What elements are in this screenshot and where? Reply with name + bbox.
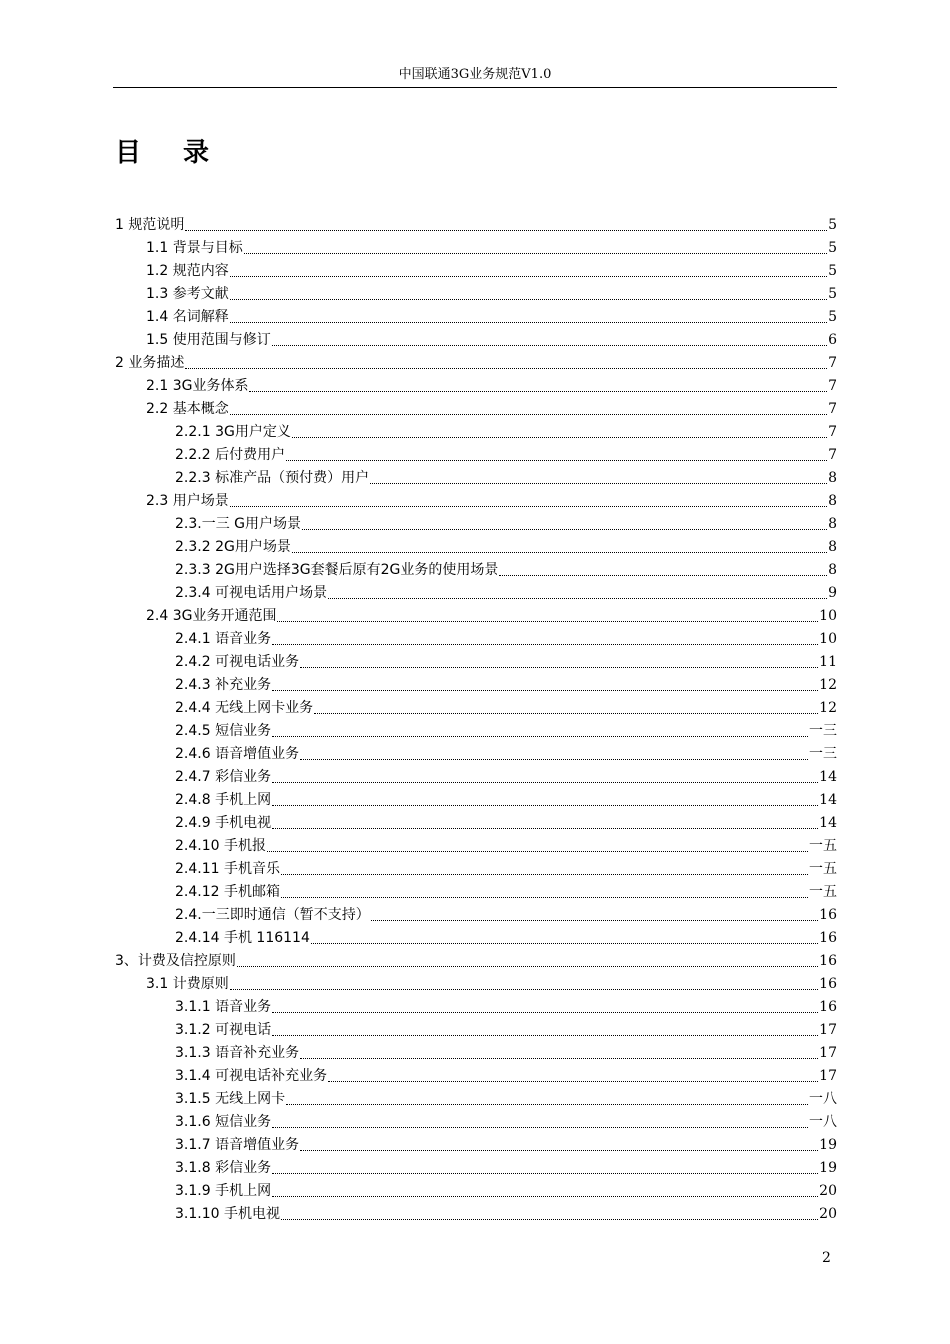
toc-entry-label: 2.3.2 2G用户场景 xyxy=(175,539,291,555)
toc-entry-page: 11 xyxy=(819,654,837,670)
toc-dot-leader xyxy=(300,1058,818,1059)
toc-entry-page: 8 xyxy=(828,516,837,532)
toc-entry-page: 7 xyxy=(828,447,837,463)
toc-entry-page: 19 xyxy=(819,1160,837,1176)
toc-entry-label: 2.4.1 语音业务 xyxy=(175,631,272,647)
toc-entry-page: 20 xyxy=(819,1206,837,1222)
toc-entry-label: 2.4.6 语音增值业务 xyxy=(175,746,300,762)
toc-entry-page: 16 xyxy=(819,999,837,1015)
toc-entry-page: 5 xyxy=(828,309,837,325)
toc-entry-label: 2.3.4 可视电话用户场景 xyxy=(175,585,328,601)
toc-entry-label: 2.4.11 手机音乐 xyxy=(175,861,280,877)
toc-entry-page: 10 xyxy=(819,608,837,624)
toc-entry-label: 2.4 3G业务开通范围 xyxy=(146,608,277,624)
toc-entry[interactable] xyxy=(115,534,837,557)
toc-entry-label: 3.1.6 短信业务 xyxy=(175,1114,272,1130)
toc-dot-leader xyxy=(292,552,827,553)
toc-dot-leader xyxy=(300,667,818,668)
toc-entry-page: 一五 xyxy=(809,838,837,854)
page-number: 2 xyxy=(822,1250,831,1266)
toc-entry[interactable] xyxy=(115,695,837,718)
toc-entry-page: 12 xyxy=(819,700,837,716)
toc-entry-label: 1.4 名词解释 xyxy=(146,309,229,325)
toc-entry[interactable] xyxy=(115,1040,837,1063)
toc-entry-label: 2.4.4 无线上网卡业务 xyxy=(175,700,314,716)
toc-dot-leader xyxy=(230,299,827,300)
toc-dot-leader xyxy=(272,1035,818,1036)
toc-dot-leader xyxy=(272,1012,818,1013)
toc-entry[interactable] xyxy=(115,488,837,511)
toc-dot-leader xyxy=(272,345,827,346)
toc-dot-leader xyxy=(311,943,818,944)
toc-entry-page: 14 xyxy=(819,815,837,831)
toc-entry-label: 2.2.3 标准产品（预付费）用户 xyxy=(175,470,370,486)
toc-entry[interactable] xyxy=(115,419,837,442)
toc-entry-label: 2.4.9 手机电视 xyxy=(175,815,272,831)
toc-dot-leader xyxy=(370,483,827,484)
toc-dot-leader xyxy=(281,897,808,898)
toc-entry[interactable] xyxy=(115,1086,837,1109)
toc-entry-page: 一八 xyxy=(809,1091,837,1107)
toc-entry[interactable] xyxy=(115,304,837,327)
toc-dot-leader xyxy=(230,989,818,990)
toc-entry-label: 3、计费及信控原则 xyxy=(115,953,236,969)
toc-entry-page: 16 xyxy=(819,953,837,969)
toc-entry-label: 1.3 参考文献 xyxy=(146,286,229,302)
toc-dot-leader xyxy=(272,1173,818,1174)
toc-entry[interactable] xyxy=(115,1132,837,1155)
toc-entry[interactable] xyxy=(115,1155,837,1178)
toc-entry-label: 2.1 3G业务体系 xyxy=(146,378,249,394)
toc-dot-leader xyxy=(272,736,808,737)
toc-entry[interactable] xyxy=(115,281,837,304)
toc-entry[interactable] xyxy=(115,925,837,948)
toc-entry-page: 7 xyxy=(828,401,837,417)
toc-entry-label: 3.1.4 可视电话补充业务 xyxy=(175,1068,328,1084)
header-rule xyxy=(113,87,837,88)
toc-entry-page: 8 xyxy=(828,562,837,578)
toc-entry-label: 1.2 规范内容 xyxy=(146,263,229,279)
toc-entry-label: 2.2.1 3G用户定义 xyxy=(175,424,291,440)
toc-entry[interactable] xyxy=(115,994,837,1017)
toc-entry-page: 一三 xyxy=(809,746,837,762)
toc-entry-label: 3.1.8 彩信业务 xyxy=(175,1160,272,1176)
toc-entry[interactable] xyxy=(115,948,837,971)
toc-entry[interactable] xyxy=(115,1201,837,1224)
toc-entry-label: 2.4.5 短信业务 xyxy=(175,723,272,739)
table-of-contents xyxy=(115,212,837,1224)
toc-entry[interactable] xyxy=(115,672,837,695)
toc-entry-page: 17 xyxy=(819,1068,837,1084)
toc-entry[interactable] xyxy=(115,971,837,994)
toc-dot-leader xyxy=(272,782,818,783)
toc-entry-label: 3.1.2 可视电话 xyxy=(175,1022,272,1038)
toc-entry[interactable] xyxy=(115,396,837,419)
toc-entry-page: 10 xyxy=(819,631,837,647)
toc-dot-leader xyxy=(286,460,827,461)
toc-entry-label: 3.1.9 手机上网 xyxy=(175,1183,272,1199)
toc-entry-page: 14 xyxy=(819,792,837,808)
toc-entry-page: 16 xyxy=(819,907,837,923)
toc-dot-leader xyxy=(244,253,827,254)
toc-entry-page: 8 xyxy=(828,539,837,555)
toc-entry-page: 5 xyxy=(828,240,837,256)
toc-entry-label: 1.5 使用范围与修订 xyxy=(146,332,271,348)
toc-entry-page: 8 xyxy=(828,493,837,509)
toc-entry-label: 3.1 计费原则 xyxy=(146,976,229,992)
toc-entry-label: 3.1.1 语音业务 xyxy=(175,999,272,1015)
toc-entry-label: 2.4.一三即时通信（暂不支持） xyxy=(175,907,370,923)
toc-entry-page: 5 xyxy=(828,286,837,302)
toc-entry-label: 2.2.2 后付费用户 xyxy=(175,447,286,463)
toc-entry[interactable] xyxy=(115,879,837,902)
toc-entry-label: 2.3 用户场景 xyxy=(146,493,229,509)
toc-entry[interactable] xyxy=(115,833,837,856)
toc-entry-page: 一五 xyxy=(809,884,837,900)
toc-entry-label: 2.2 基本概念 xyxy=(146,401,229,417)
toc-entry-label: 3.1.3 语音补充业务 xyxy=(175,1045,300,1061)
toc-entry[interactable] xyxy=(115,1178,837,1201)
toc-entry-label: 2.4.8 手机上网 xyxy=(175,792,272,808)
toc-entry[interactable] xyxy=(115,442,837,465)
toc-entry-page: 7 xyxy=(828,424,837,440)
toc-entry-page: 一八 xyxy=(809,1114,837,1130)
toc-entry-label: 2.4.10 手机报 xyxy=(175,838,266,854)
toc-entry-label: 2.3.3 2G用户选择3G套餐后原有2G业务的使用场景 xyxy=(175,562,499,578)
toc-entry-page: 一五 xyxy=(809,861,837,877)
toc-entry[interactable] xyxy=(115,373,837,396)
toc-entry-label: 2.4.14 手机 116114 xyxy=(175,930,310,946)
toc-dot-leader xyxy=(328,1081,818,1082)
toc-entry[interactable] xyxy=(115,810,837,833)
toc-entry[interactable] xyxy=(115,764,837,787)
toc-entry-label: 2.3.一三 G用户场景 xyxy=(175,516,302,532)
toc-entry[interactable] xyxy=(115,787,837,810)
toc-entry[interactable] xyxy=(115,258,837,281)
toc-entry-label: 1 规范说明 xyxy=(115,217,185,233)
toc-entry-page: 8 xyxy=(828,470,837,486)
toc-entry-page: 20 xyxy=(819,1183,837,1199)
toc-entry[interactable] xyxy=(115,580,837,603)
toc-entry-page: 5 xyxy=(828,263,837,279)
toc-entry-label: 1.1 背景与目标 xyxy=(146,240,243,256)
toc-entry-label: 2.4.2 可视电话业务 xyxy=(175,654,300,670)
toc-dot-leader xyxy=(499,575,827,576)
toc-entry-page: 5 xyxy=(828,217,837,233)
toc-dot-leader xyxy=(267,851,808,852)
toc-dot-leader xyxy=(272,644,818,645)
toc-dot-leader xyxy=(272,805,818,806)
toc-entry-label: 2 业务描述 xyxy=(115,355,185,371)
toc-entry-page: 19 xyxy=(819,1137,837,1153)
toc-entry[interactable] xyxy=(115,465,837,488)
toc-dot-leader xyxy=(272,828,818,829)
toc-entry-page: 17 xyxy=(819,1022,837,1038)
toc-entry[interactable] xyxy=(115,718,837,741)
toc-dot-leader xyxy=(230,414,827,415)
toc-dot-leader xyxy=(185,230,827,231)
toc-entry-label: 3.1.10 手机电视 xyxy=(175,1206,280,1222)
toc-entry-label: 3.1.5 无线上网卡 xyxy=(175,1091,286,1107)
toc-entry-page: 16 xyxy=(819,930,837,946)
toc-entry[interactable] xyxy=(115,649,837,672)
toc-dot-leader xyxy=(185,368,827,369)
toc-dot-leader xyxy=(328,598,827,599)
toc-title: 目录 xyxy=(115,138,252,168)
toc-entry-label: 2.4.12 手机邮箱 xyxy=(175,884,280,900)
toc-entry-label: 2.4.3 补充业务 xyxy=(175,677,272,693)
toc-dot-leader xyxy=(281,874,808,875)
toc-dot-leader xyxy=(300,759,808,760)
toc-dot-leader xyxy=(292,437,827,438)
toc-dot-leader xyxy=(277,621,818,622)
toc-entry-page: 7 xyxy=(828,355,837,371)
toc-entry[interactable] xyxy=(115,1017,837,1040)
toc-dot-leader xyxy=(237,966,818,967)
toc-dot-leader xyxy=(230,276,827,277)
toc-entry[interactable] xyxy=(115,1063,837,1086)
toc-entry[interactable] xyxy=(115,902,837,925)
toc-entry-page: 17 xyxy=(819,1045,837,1061)
toc-entry-page: 一三 xyxy=(809,723,837,739)
toc-entry-page: 12 xyxy=(819,677,837,693)
running-header: 中国联通3G业务规范V1.0 xyxy=(398,67,552,82)
toc-dot-leader xyxy=(272,1127,808,1128)
toc-dot-leader xyxy=(371,920,818,921)
toc-entry-label: 2.4.7 彩信业务 xyxy=(175,769,272,785)
toc-entry[interactable] xyxy=(115,626,837,649)
toc-entry[interactable] xyxy=(115,235,837,258)
toc-dot-leader xyxy=(272,690,818,691)
toc-entry-page: 7 xyxy=(828,378,837,394)
toc-entry-label: 3.1.7 语音增值业务 xyxy=(175,1137,300,1153)
toc-entry[interactable] xyxy=(115,327,837,350)
toc-entry[interactable] xyxy=(115,212,837,235)
toc-dot-leader xyxy=(281,1219,818,1220)
toc-entry-page: 6 xyxy=(828,332,837,348)
toc-dot-leader xyxy=(249,391,827,392)
toc-entry[interactable] xyxy=(115,511,837,534)
toc-entry[interactable] xyxy=(115,603,837,626)
toc-entry[interactable] xyxy=(115,856,837,879)
toc-dot-leader xyxy=(300,1150,818,1151)
toc-dot-leader xyxy=(286,1104,808,1105)
toc-dot-leader xyxy=(230,506,827,507)
toc-entry[interactable] xyxy=(115,1109,837,1132)
toc-entry-page: 14 xyxy=(819,769,837,785)
toc-entry[interactable] xyxy=(115,350,837,373)
toc-entry[interactable] xyxy=(115,741,837,764)
toc-dot-leader xyxy=(314,713,818,714)
toc-dot-leader xyxy=(302,529,827,530)
toc-dot-leader xyxy=(272,1196,818,1197)
toc-entry-page: 16 xyxy=(819,976,837,992)
toc-entry-page: 9 xyxy=(828,585,837,601)
toc-entry[interactable] xyxy=(115,557,837,580)
toc-dot-leader xyxy=(230,322,827,323)
